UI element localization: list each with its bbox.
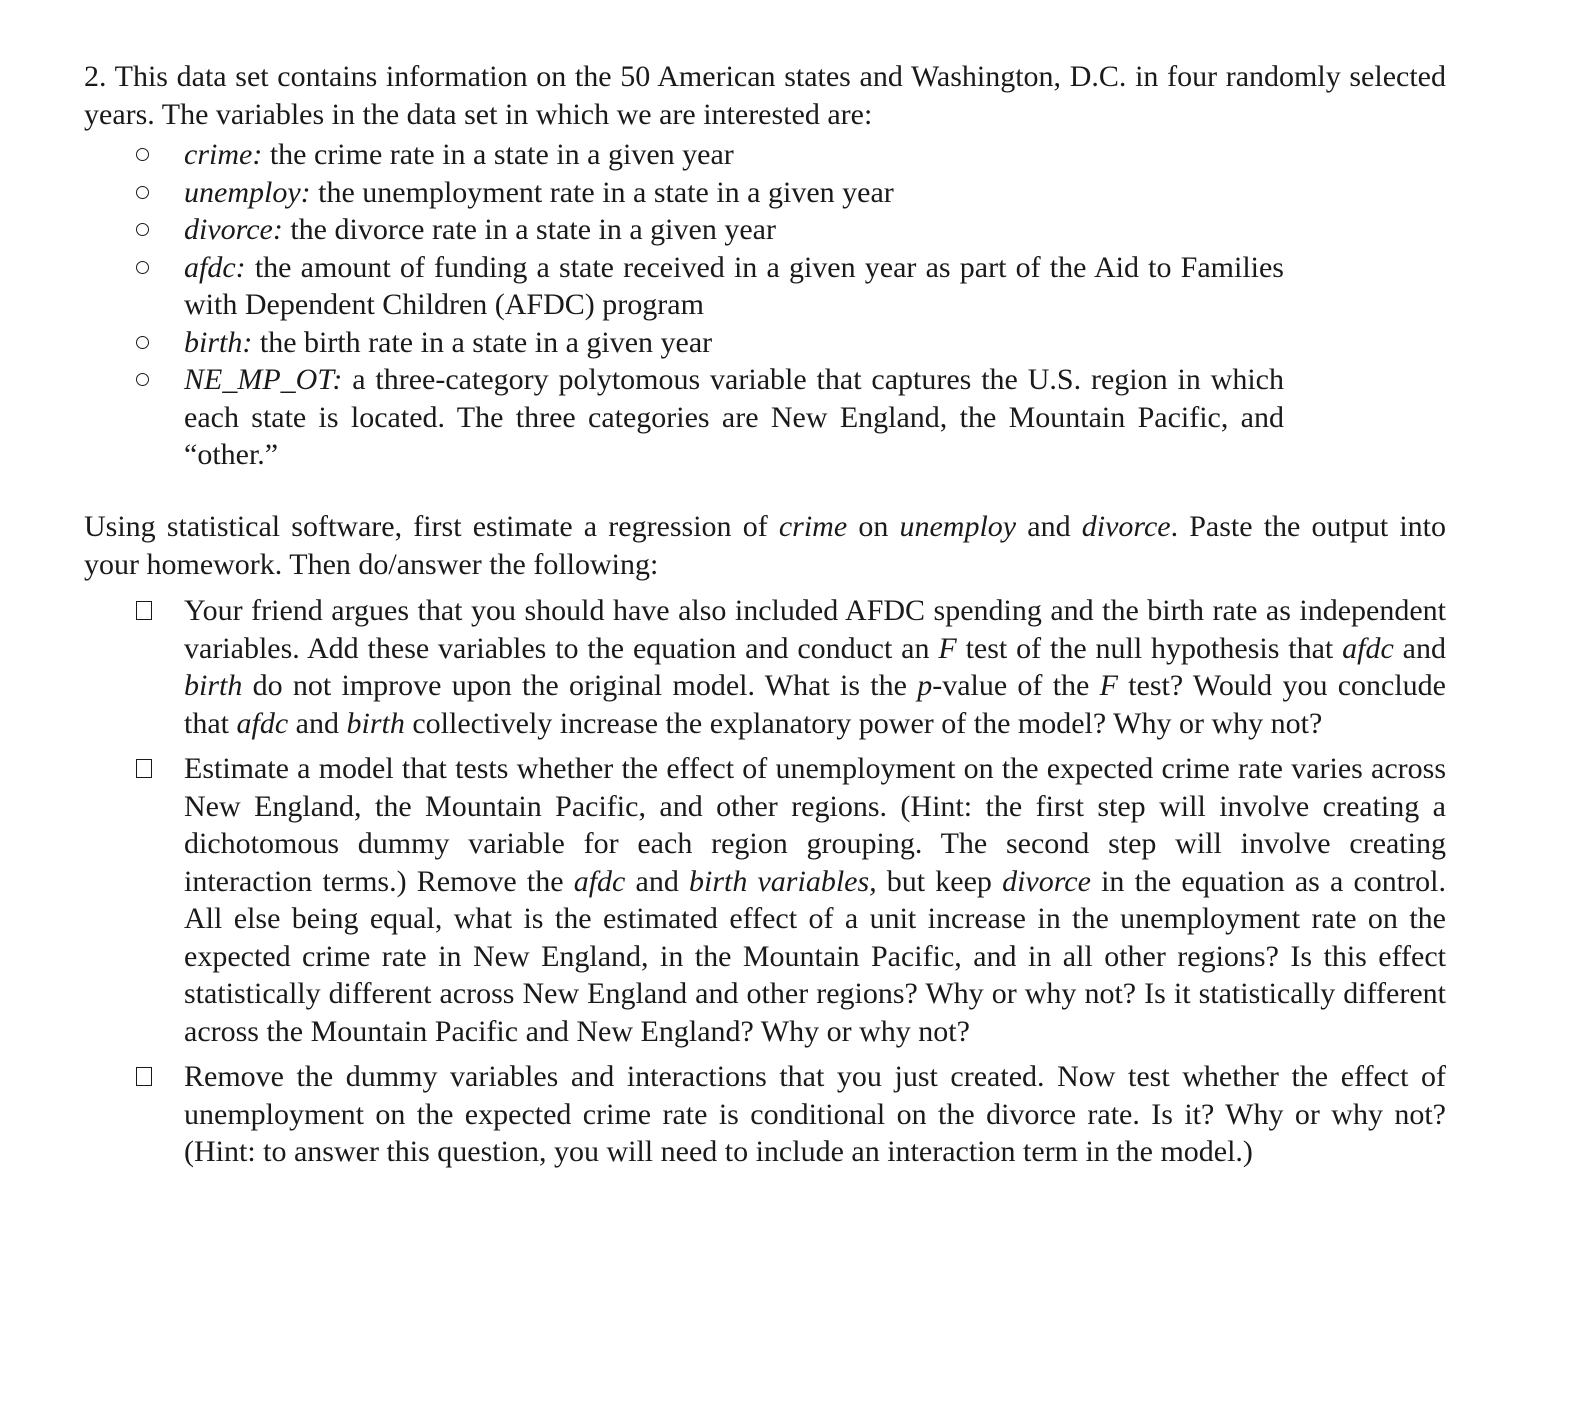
- variable-name: afdc: [184, 250, 236, 284]
- list-item: [84, 249, 1284, 324]
- variable-name: unemploy: [184, 175, 301, 209]
- list-item: [84, 361, 1284, 474]
- variable-ref: birth: [346, 706, 405, 740]
- checkbox-bullet-icon: [136, 601, 152, 620]
- variable-separator: :: [252, 138, 263, 171]
- question-list: [84, 592, 1446, 1179]
- variable-ref: afdc: [236, 706, 289, 740]
- question-text: Estimate a model that tests whether the effect of unemployment on the expected crime rate varies across New England, the Mountain Pacific, and other regions. (Hint: the first step will involve creating a dichotomous dummy variable for each region grouping. The second step will involve creating interaction terms.) Remove the: [184, 752, 1446, 898]
- question-text: Remove the dummy variables and interactions that you just created. Now test whether the effect of unemployment on the expected crime rate is conditional on the divorce rate. Is it? Why or why not? (Hint: to answer this question, you will need to include an interaction term in the model.): [184, 1060, 1446, 1168]
- variable-ref: birth variables,: [688, 864, 877, 898]
- variable-ref: afdc: [573, 864, 626, 898]
- variable-list: [84, 136, 1446, 474]
- instructions-text: and: [1016, 510, 1082, 543]
- list-item: [84, 324, 1284, 362]
- variable-description: the unemployment rate in a state in a given year: [310, 175, 894, 209]
- circle-bullet-icon: [136, 373, 149, 386]
- variable-ref: p: [917, 669, 933, 702]
- question-text: collectively increase the explanatory power of the model? Why or why not?: [404, 706, 1323, 740]
- variable-separator: :: [242, 325, 253, 359]
- variable-ref: birth: [184, 669, 243, 702]
- question-item-2: [84, 750, 1446, 1050]
- variable-separator: :: [235, 250, 246, 284]
- variable-description: the birth rate in a state in a given year: [252, 325, 713, 359]
- circle-bullet-icon: [136, 223, 149, 236]
- question-text: test? Would you conclude that: [184, 669, 1447, 740]
- instructions-text: on: [847, 510, 900, 543]
- question-text: do not improve upon the original model. What is the: [242, 669, 918, 702]
- variable-ref: F: [938, 631, 957, 665]
- list-item: [84, 136, 1284, 174]
- checkbox-bullet-icon: [136, 759, 152, 778]
- question-text: Your friend argues that you should have also included AFDC spending and the birth rate as independent variables. Add these variables to the equation and conduct an: [184, 594, 1446, 665]
- variable-ref: divorce: [1081, 510, 1171, 543]
- variable-description: the crime rate in a state in a given year: [262, 138, 734, 171]
- variable-separator: :: [300, 175, 311, 209]
- variable-ref: crime: [778, 510, 848, 543]
- question-number: 2.: [84, 60, 107, 93]
- variable-ref: F: [1099, 669, 1118, 702]
- variable-description: the amount of funding a state received in a given year as part of the Aid to Families with Dependent Children (AFDC) program: [184, 250, 1284, 321]
- question-text: but keep: [876, 864, 1003, 898]
- instructions-text: Using statistical software, first estimate a regression of: [84, 510, 779, 543]
- question-text: in the equation as a control. All else being equal, what is the estimated effect of a unit increase in the unemployment rate on the expected crime rate in New England, in the Mountain Pacific, and in all other regions? Is this effect statistically different across New England and other regions? Why or why not? Is it statistically different across the Mountain Pacific and New England? Why or why not?: [184, 864, 1446, 1048]
- checkbox-bullet-icon: [136, 1067, 152, 1086]
- variable-name: birth: [184, 325, 243, 359]
- variable-name: crime: [184, 138, 253, 171]
- variable-ref: divorce: [1002, 864, 1091, 898]
- question-text: and: [625, 864, 689, 898]
- question-text: -value of the: [932, 669, 1100, 702]
- intro-paragraph: [84, 58, 1446, 133]
- question-item-3: [84, 1058, 1446, 1171]
- question-item-1: [84, 592, 1446, 742]
- variable-description: a three-category polytomous variable that captures the U.S. region in which each state is located. The three categories are New England, the Mountain Pacific, and “other.”: [184, 363, 1284, 471]
- circle-bullet-icon: [136, 336, 149, 349]
- variable-ref: unemploy: [899, 510, 1017, 543]
- variable-name: NE_MP_OT: [184, 363, 333, 396]
- question-text: and: [288, 706, 347, 740]
- variable-name: divorce: [184, 213, 273, 246]
- circle-bullet-icon: [136, 148, 149, 161]
- question-text: and: [1393, 631, 1446, 665]
- variable-description: the divorce rate in a state in a given year: [282, 213, 776, 246]
- question-text: test of the null hypothesis that: [956, 631, 1343, 665]
- circle-bullet-icon: [136, 186, 149, 199]
- variable-ref: afdc: [1342, 631, 1394, 665]
- intro-text: This data set contains information on the 50 American states and Washington, D.C. in four randomly selected years. The variables in the data set in which we are interested are:: [84, 60, 1446, 131]
- list-item: [84, 174, 1284, 212]
- variable-separator: :: [272, 213, 283, 246]
- instructions-text: . Paste the output into your homework. Then do/answer the following:: [84, 510, 1447, 581]
- instructions-paragraph: [84, 508, 1446, 583]
- circle-bullet-icon: [136, 261, 149, 274]
- variable-separator: :: [332, 363, 343, 396]
- list-item: [84, 211, 1284, 249]
